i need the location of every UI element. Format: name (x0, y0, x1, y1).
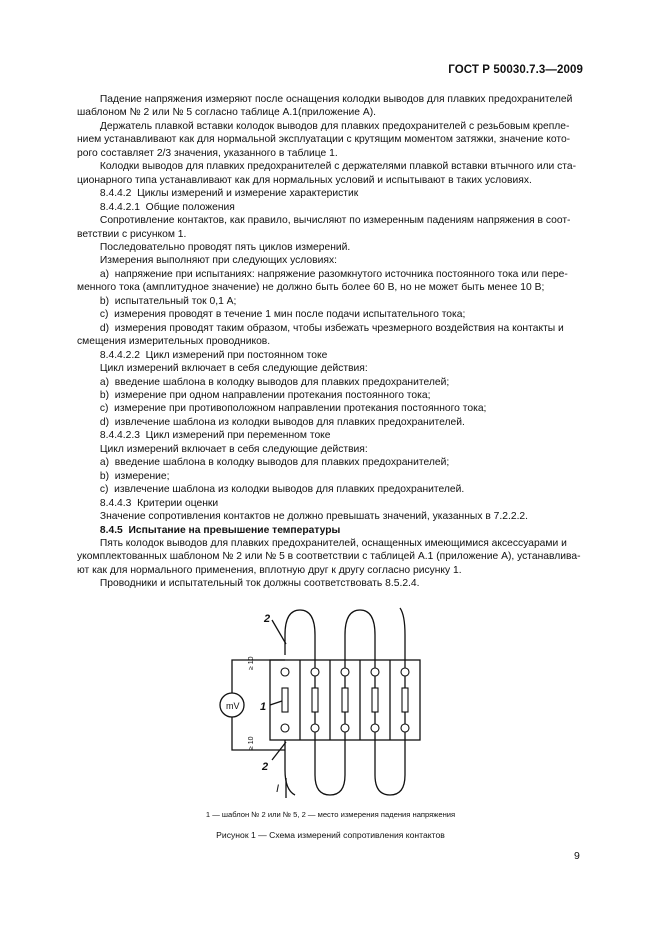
text-line: b) измерение при одном направлении протекания постоянного тока; (77, 389, 431, 401)
standard-header: ГОСТ Р 50030.7.3—2009 (448, 64, 583, 76)
text-line: смещения измерительных проводников. (77, 336, 271, 348)
label-two-bottom: 2 (262, 761, 269, 773)
text-line: c) измерение при противоположном направлении протекания постоянного тока; (77, 403, 487, 415)
figure-caption: Рисунок 1 — Схема измерений сопротивления контактов (216, 830, 445, 840)
body-text (77, 93, 584, 591)
text-line: 8.4.4.2.2 Цикл измерений при постоянном токе (77, 349, 328, 361)
text-line: Последовательно проводят пять циклов измерений. (77, 241, 351, 253)
label-one: 1 (260, 701, 267, 713)
meter-lead-bottom (232, 717, 285, 750)
meter-lead-top (232, 660, 285, 693)
text-line: a) введение шаблона в колодку выводов для плавких предохранителей; (77, 376, 450, 388)
text-line: Колодки выводов для плавких предохранителей с держателями плавкой вставки втычного или ста- (77, 161, 577, 173)
text-line: 8.4.5 Испытание на превышение температуры (77, 524, 341, 536)
figure-1 (190, 600, 450, 800)
text-line: Цикл измерений включает в себя следующие действия: (77, 363, 368, 375)
label-two-top: 2 (264, 613, 271, 625)
text-line: нием устанавливают как для нормальной эксплуатации с крутящим моментом затяжки, значение кото- (77, 134, 571, 146)
text-line: рого составляет 2/3 значения, указанного в таблице 1. (77, 147, 338, 159)
text-line: Пять колодок выводов для плавких предохранителей, оснащенных имеющимися аксессуарами и (77, 537, 567, 549)
text-line: 8.4.4.2 Циклы измерений и измерение характеристик (77, 188, 359, 200)
meter-label: mV (226, 701, 240, 711)
text-line: ционарного типа устанавливают как для нормальных условий и испытывают в таких условиях. (77, 174, 532, 186)
text-line: Проводники и испытательный ток должны соответствовать 8.5.2.4. (77, 578, 420, 590)
arrow-two-bottom (272, 742, 286, 760)
text-line: c) извлечение шаблона из колодки выводов для плавких предохранителей. (77, 484, 465, 496)
text-line: менного тока (амплитудное значение) не должно быть более 60 В, но не может быть менее 10 В; (77, 282, 545, 294)
text-line: a) введение шаблона в колодку выводов для плавких предохранителей; (77, 457, 450, 469)
dim-bottom: ≥ 10 (248, 736, 255, 750)
text-line: шаблоном № 2 или № 5 согласно таблице А.1(приложение А). (77, 107, 377, 119)
text-line: Цикл измерений включает в себя следующие действия: (77, 443, 368, 455)
text-line: 8.4.4.3 Критерии оценки (77, 497, 219, 509)
text-line: b) испытательный ток 0,1 А; (77, 295, 237, 307)
label-current: I (276, 783, 280, 795)
text-line: 8.4.4.2.1 Общие положения (77, 201, 235, 213)
contact-resistance-diagram (190, 600, 450, 800)
text-line: d) извлечение шаблона из колодки выводов для плавких предохранителей. (77, 416, 465, 428)
text-line: Держатель плавкой вставки колодок выводов для плавких предохранителей с резьбовым крепле- (77, 120, 570, 132)
text-line: Падение напряжения измеряют после оснащения колодки выводов для плавких предохранителей (77, 94, 573, 105)
text-line: а) напряжение при испытаниях: напряжение разомкнутого источника постоянного тока или пере- (77, 268, 568, 280)
text-line: укомплектованных шаблоном № 2 или № 5 в соответствии с таблицей А.1 (приложение А), устанавлива- (77, 551, 581, 563)
text-line: d) измерения проводят таким образом, чтобы избежать чрезмерного воздействия на контакты и (77, 322, 564, 334)
text-line: c) измерения проводят в течение 1 мин после подачи испытательного тока; (77, 309, 466, 321)
arrow-two-top (272, 620, 286, 644)
text-line: ветствии с рисунком 1. (77, 228, 187, 240)
text-line: Измерения выполняют при следующих условиях: (77, 255, 337, 267)
text-line: Сопротивление контактов, как правило, вычисляют по измеренным падениям напряжения в соот- (77, 215, 571, 227)
text-line: 8.4.4.2.3 Цикл измерений при переменном токе (77, 430, 331, 442)
text-line: b) измерение; (77, 470, 170, 482)
dim-top: ≥ 10 (248, 656, 255, 670)
text-line: Значение сопротивления контактов не должно превышать значений, указанных в 7.2.2.2. (77, 511, 529, 523)
text-line: ют как для нормального применения, вплотную друг к другу согласно рисунку 1. (77, 564, 462, 576)
figure-legend: 1 — шаблон № 2 или № 5, 2 — место измерения падения напряжения (205, 810, 456, 819)
page-number: 9 (574, 850, 580, 862)
